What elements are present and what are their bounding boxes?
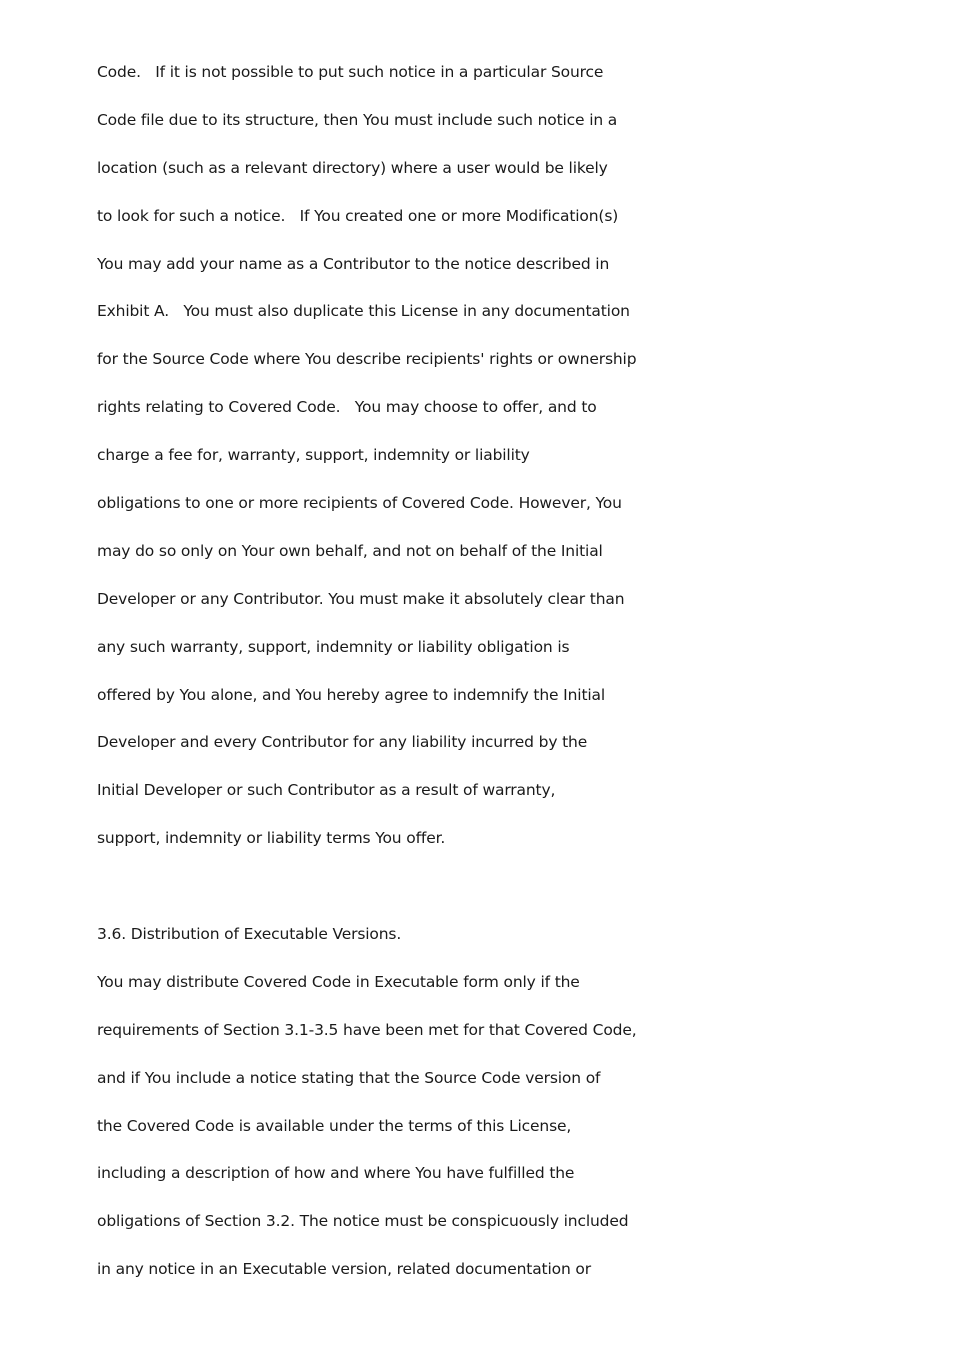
section-3-6: [97, 922, 857, 1305]
text-line: You may distribute Covered Code in Executable form only if the: [97, 972, 580, 991]
text-line: location (such as a relevant directory) where a user would be likely: [97, 158, 608, 177]
text-line: Developer or any Contributor. You must make it absolutely clear than: [97, 589, 625, 608]
text-line: rights relating to Covered Code. You may choose to offer, and to: [97, 398, 597, 417]
text-line: any such warranty, support, indemnity or liability obligation is: [97, 637, 570, 656]
text-line: Developer and every Contributor for any liability incurred by the: [97, 733, 588, 752]
text-line: Exhibit A. You must also duplicate this License in any documentation: [97, 302, 630, 321]
text-line: requirements of Section 3.1-3.5 have been met for that Covered Code,: [97, 1020, 637, 1039]
text-line: and if You include a notice stating that the Source Code version of: [97, 1068, 601, 1087]
text-line: support, indemnity or liability terms You offer.: [97, 829, 446, 848]
text-line: Initial Developer or such Contributor as a result of warranty,: [97, 781, 556, 800]
text-line: charge a fee for, warranty, support, indemnity or liability: [97, 446, 530, 465]
text-line: including a description of how and where You have fulfilled the: [97, 1164, 575, 1183]
section-heading: 3.6. Distribution of Executable Versions.: [97, 925, 402, 943]
text-line: to look for such a notice. If You created one or more Modification(s): [97, 206, 619, 225]
paragraph-modifications-notice: [97, 60, 857, 874]
text-line: Code. If it is not possible to put such notice in a particular Source: [97, 63, 604, 81]
text-line: obligations of Section 3.2. The notice must be conspicuously included: [97, 1212, 629, 1231]
text-line: for the Source Code where You describe recipients' rights or ownership: [97, 350, 637, 369]
text-line: obligations to one or more recipients of Covered Code. However, You: [97, 494, 622, 513]
text-line: Code file due to its structure, then You must include such notice in a: [97, 110, 618, 129]
text-line: offered by You alone, and You hereby agree to indemnify the Initial: [97, 685, 606, 704]
text-line: You may add your name as a Contributor to the notice described in: [97, 254, 610, 273]
text-line: in any notice in an Executable version, related documentation or: [97, 1260, 591, 1279]
text-line: may do so only on Your own behalf, and not on behalf of the Initial: [97, 541, 603, 560]
text-line: the Covered Code is available under the terms of this License,: [97, 1116, 572, 1135]
